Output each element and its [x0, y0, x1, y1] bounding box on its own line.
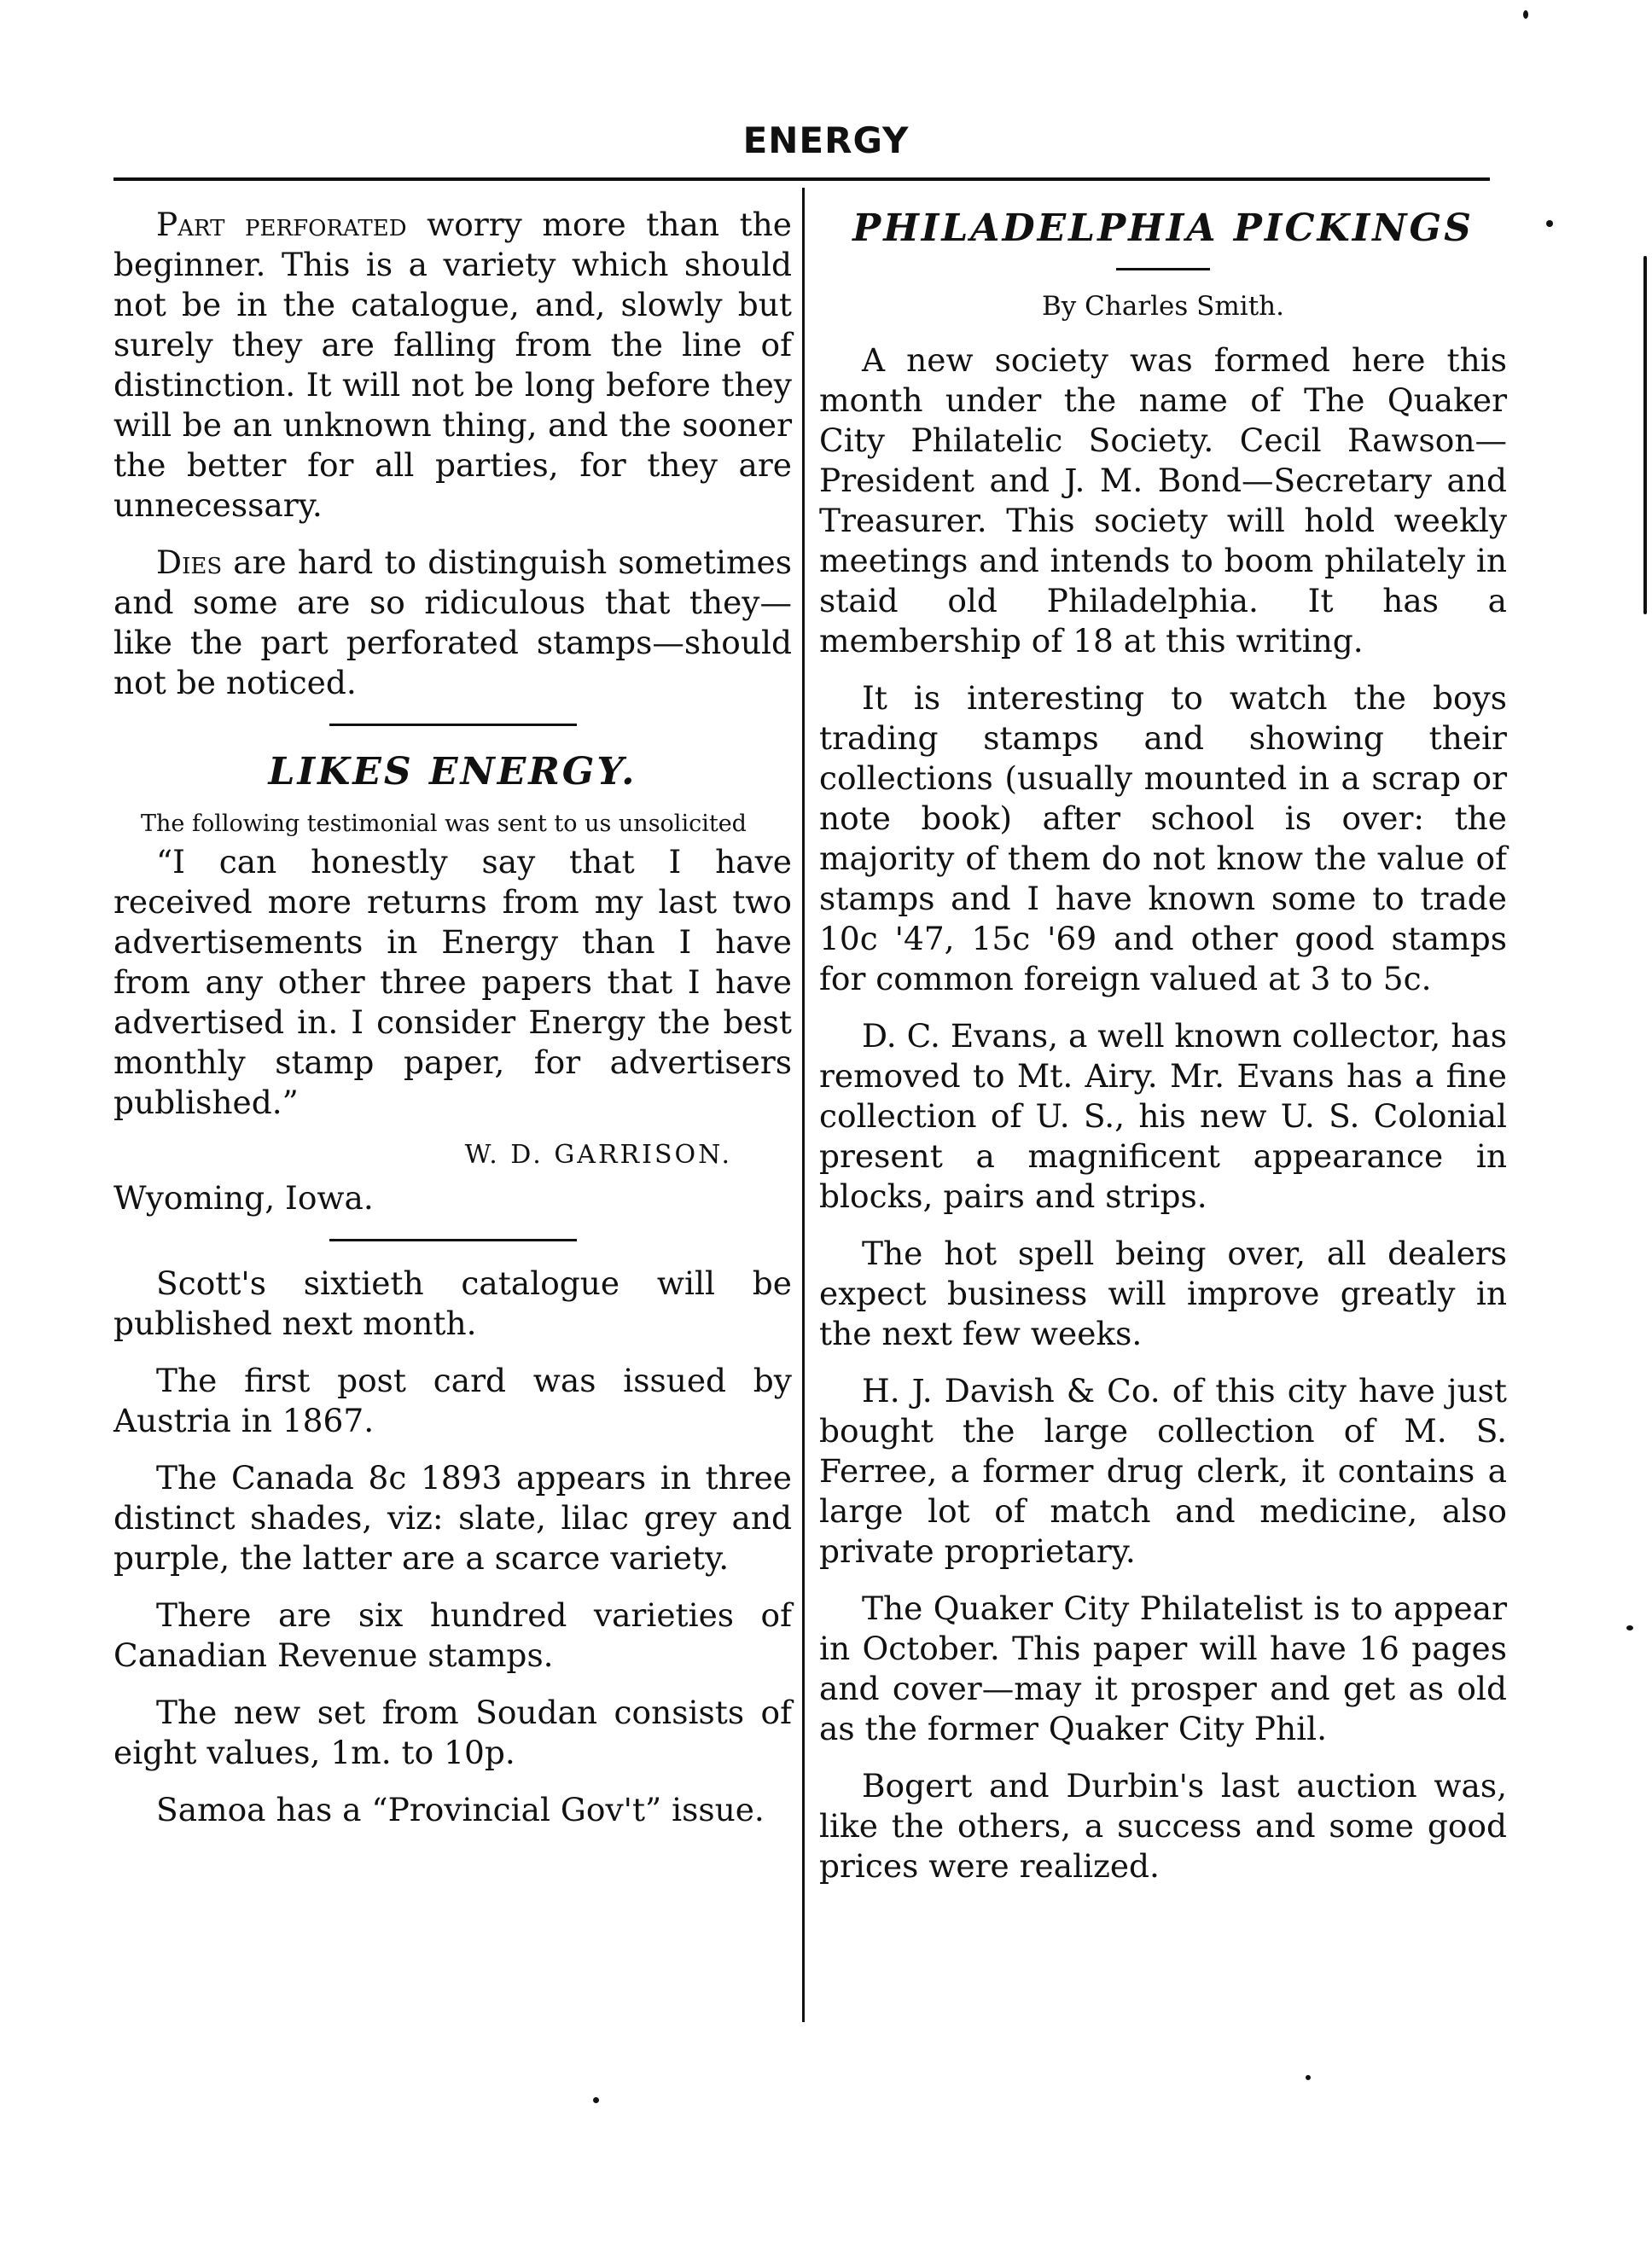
ink-speck — [1626, 1625, 1633, 1630]
ink-speck — [1523, 10, 1528, 19]
news-item: The first post card was issued by Austria in 1867. — [113, 1362, 792, 1439]
byline: By Charles Smith. — [1042, 291, 1284, 322]
article-paragraph: The Quaker City Philatelist is to appear in October. This paper will have 16 pages and cover—may it prosper and get as old as the former Quaker City Phil. — [819, 1590, 1507, 1747]
article-paragraph: It is interesting to watch the boys trading stamps and showing their collections (usually mounted in a scrap or note book) after school is over: the majority of them do not know the value of stamps and I have known some to trade 10c '47, 15c '69 and other good stamps for common foreign valued at 3 to 5c. — [819, 679, 1507, 997]
article-paragraph: H. J. Davish & Co. of this city have just bought the large collection of M. S. Ferree, a former drug clerk, it contains a large lot of match and medicine, also private proprietary. — [819, 1372, 1507, 1570]
article-paragraph: A new society was formed here this month under the name of The Quaker City Philatelic Society. Cecil Rawson—President and J. M. Bond—Secretary and Treasurer. This society will hold weekly meetings and intends to boom philately in staid old Philadelphia. It has a membership of 18 at this writing. — [819, 341, 1507, 660]
left-column — [113, 205, 792, 1847]
column-divider — [802, 188, 805, 2022]
paragraph-text: worry more than the beginner. This is a variety which should not be in the catalogue, and, slowly but surely they are falling from the line of distinction. It will not be long before they will be an unknown thing, and the sooner the better for all parties, for they are unnecessary. — [113, 206, 792, 524]
page-edge-mark — [1643, 256, 1647, 614]
paragraph-text: are hard to distinguish sometimes and some are so ridiculous that they—like the part perforated stamps—should not be noticed. — [113, 543, 792, 701]
section-divider — [329, 1239, 577, 1241]
ink-speck — [1546, 220, 1553, 227]
section-divider — [329, 724, 577, 726]
testimonial-intro: The following testimonial was sent to us unsolicited — [141, 811, 747, 837]
ink-speck — [593, 2097, 599, 2103]
article-paragraph: Bogert and Durbin's last auction was, like the others, a success and some good prices were realized. — [819, 1767, 1507, 1885]
testimonial-quote: “I can honestly say that I have received more returns from my last two advertisements in Energy than I have from any other three papers that I have advertised in. I consider Energy the best monthly stamp paper, for advertisers published.” — [113, 843, 792, 1121]
testimonial-location: Wyoming, Iowa. — [113, 1179, 374, 1217]
dies-paragraph — [113, 543, 792, 703]
testimonial-signature: W. D. GARRISON. — [464, 1140, 732, 1170]
part-perforated-paragraph — [113, 205, 792, 526]
likes-energy-heading: LIKES ENERGY. — [268, 750, 637, 793]
philadelphia-pickings-heading: PHILADELPHIA PICKINGS — [852, 206, 1474, 250]
ink-speck — [1306, 2075, 1311, 2080]
news-item: Scott's sixtieth catalogue will be published next month. — [113, 1264, 792, 1342]
heading-rule — [1116, 268, 1210, 270]
news-item: Samoa has a “Provincial Gov't” issue. — [156, 1791, 765, 1828]
right-column — [819, 205, 1507, 1904]
paragraph-lead: Dies — [156, 543, 223, 581]
header-rule — [113, 177, 1490, 181]
news-item: The Canada 8c 1893 appears in three distinct shades, viz: slate, lilac grey and purple, the latter are a scarce variety. — [113, 1459, 792, 1577]
news-item: There are six hundred varieties of Canadian Revenue stamps. — [113, 1596, 792, 1674]
page-title: ENERGY — [742, 119, 910, 161]
news-item: The new set from Soudan consists of eight values, 1m. to 10p. — [113, 1694, 792, 1771]
article-paragraph: The hot spell being over, all dealers expect business will improve greatly in the next few weeks. — [819, 1235, 1507, 1352]
paragraph-lead: Part perforated — [156, 206, 407, 243]
article-paragraph: D. C. Evans, a well known collector, has removed to Mt. Airy. Mr. Evans has a fine collection of U. S., his new U. S. Colonial present a magnificent appearance in blocks, pairs and strips. — [819, 1017, 1507, 1215]
